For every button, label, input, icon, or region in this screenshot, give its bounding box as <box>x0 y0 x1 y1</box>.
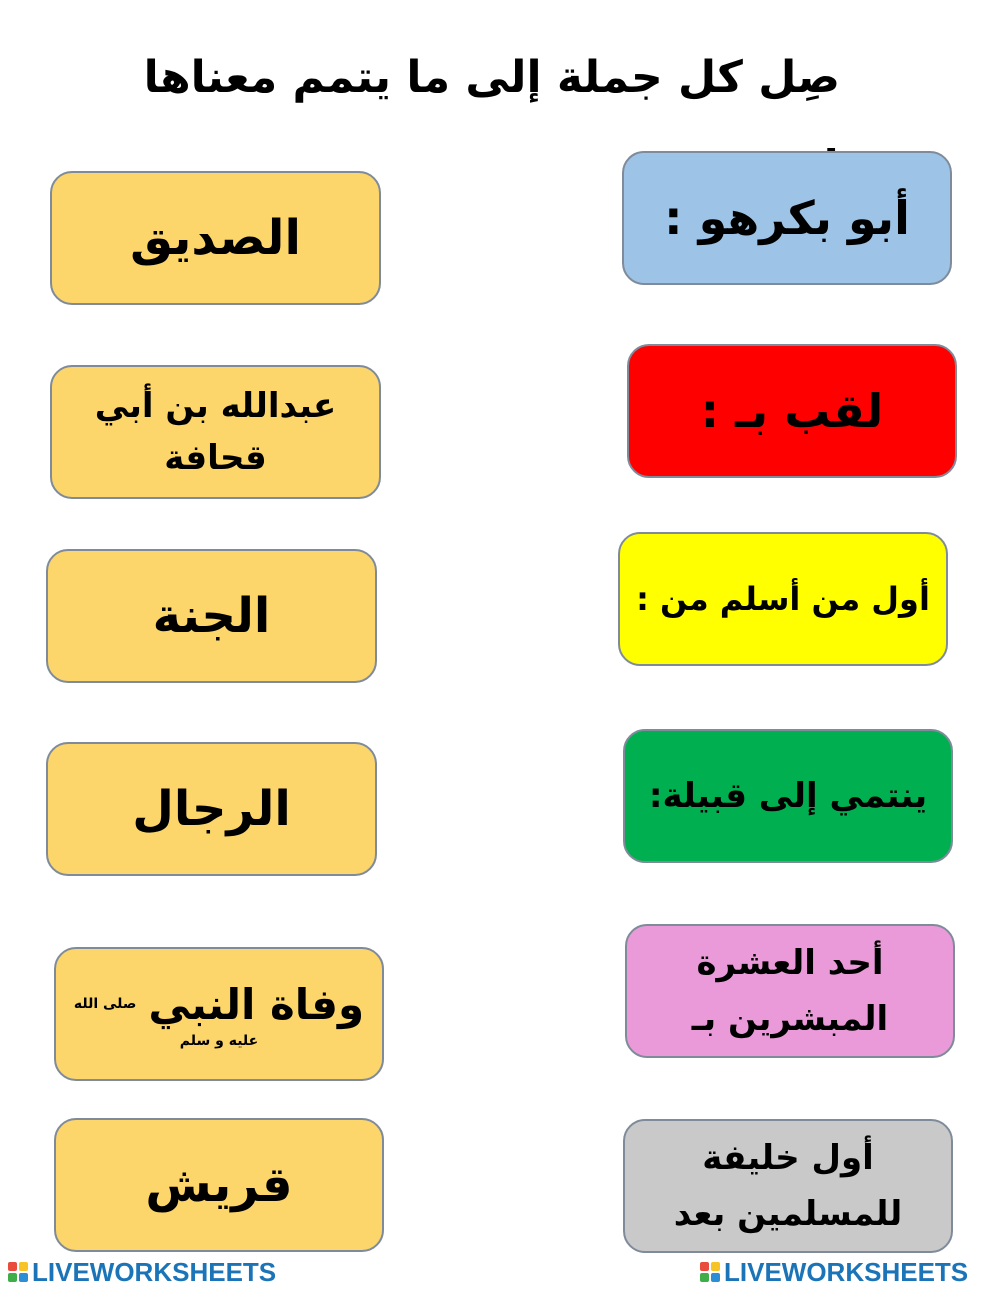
question-card-6-line-2: للمسلمين بعد <box>673 1194 903 1234</box>
question-card-3-line-1: أول من أسلم من : <box>636 580 930 618</box>
answer-card-2-line-1: عبدالله بن أبي <box>94 386 337 426</box>
answer-card-4[interactable] <box>46 742 377 876</box>
brand-logo-square-4 <box>711 1273 720 1282</box>
brand-logo-icon <box>700 1262 720 1282</box>
answer-card-3-line-1: الجنة <box>152 588 271 644</box>
question-card-1-line-1: أبو بكرهو : <box>664 191 910 245</box>
answer-card-6[interactable] <box>54 1118 384 1252</box>
brand-logo-right <box>700 1256 968 1288</box>
answer-card-5-main: وفاة النبي <box>148 979 365 1029</box>
answer-card-6-line-1: قريش <box>145 1157 293 1213</box>
brand-logo-icon <box>8 1262 28 1282</box>
question-card-1[interactable] <box>622 151 952 285</box>
brand-logo-square-3 <box>700 1273 709 1282</box>
question-card-5-line-2: المبشرين بـ <box>691 999 889 1039</box>
brand-name: LIVEWORKSHEETS <box>724 1256 969 1287</box>
brand-logo-left <box>8 1256 276 1288</box>
answer-card-1-line-1: الصديق <box>130 210 301 266</box>
brand-logo-square-2 <box>711 1262 720 1271</box>
question-card-3[interactable] <box>618 532 948 666</box>
answer-card-5[interactable] <box>54 947 384 1081</box>
question-card-4[interactable] <box>623 729 953 863</box>
brand-logo-square-1 <box>700 1262 709 1271</box>
brand-logo-square-4 <box>19 1273 28 1282</box>
brand-name: LIVEWORKSHEETS <box>32 1256 277 1287</box>
question-card-6-line-1: أول خليفة <box>702 1138 874 1178</box>
answer-card-5-small-2: عليه و سلم <box>179 1032 259 1049</box>
question-card-5-line-1: أحد العشرة <box>696 943 884 983</box>
brand-logo-square-1 <box>8 1262 17 1271</box>
brand-logo-square-2 <box>19 1262 28 1271</box>
brand-logo-square-3 <box>8 1273 17 1282</box>
answer-card-2[interactable] <box>50 365 381 499</box>
question-card-2[interactable] <box>627 344 957 478</box>
answer-card-1[interactable] <box>50 171 381 305</box>
question-card-2-line-1: لقب بـ : <box>700 384 884 438</box>
question-card-5[interactable] <box>625 924 955 1058</box>
answer-card-3[interactable] <box>46 549 377 683</box>
question-card-6[interactable] <box>623 1119 953 1253</box>
worksheet-title: صِل كل جملة إلى ما يتمم معناها <box>143 52 840 103</box>
question-card-4-line-1: ينتمي إلى قبيلة: <box>648 776 928 816</box>
answer-card-2-line-2: قحافة <box>164 438 267 478</box>
answer-card-4-line-1: الرجال <box>132 781 291 837</box>
answer-card-5-small-1: صلى الله <box>73 996 137 1012</box>
